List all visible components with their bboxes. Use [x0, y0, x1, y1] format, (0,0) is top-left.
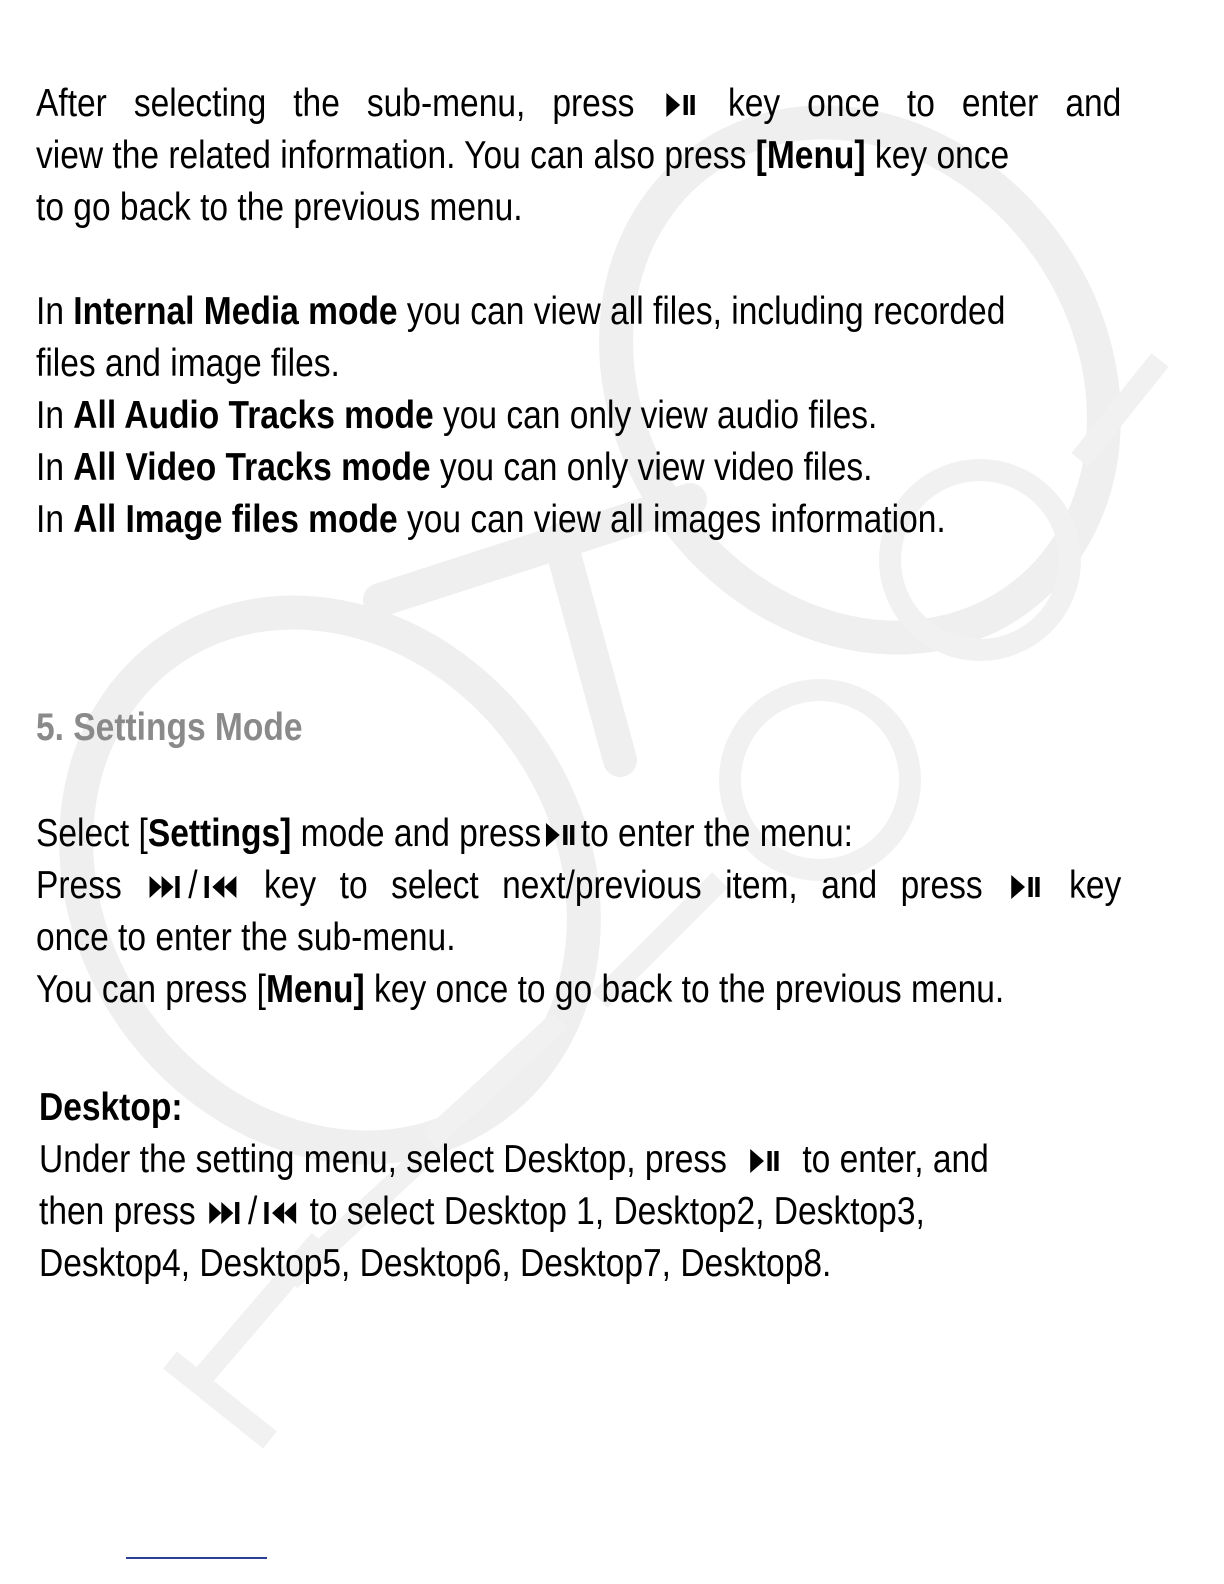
next-track-icon	[149, 874, 185, 900]
previous-track-icon	[261, 1200, 297, 1226]
intro-line-2: view the related information. You can also press [Menu] key once	[36, 134, 1010, 177]
menu-key-label: [Menu]	[755, 134, 866, 177]
next-track-icon	[208, 1200, 244, 1226]
desktop-line-1: Under the setting menu, select Desktop, press to enter, and	[39, 1138, 989, 1181]
image-files-line: In All Image files mode you can view all images information.	[36, 498, 946, 541]
audio-tracks-line: In All Audio Tracks mode you can only view audio files.	[36, 394, 878, 437]
settings-line-3: once to enter the sub-menu.	[36, 916, 456, 959]
settings-mode-heading: 5. Settings Mode	[36, 706, 303, 749]
desktop-title: Desktop:	[39, 1086, 183, 1129]
previous-track-icon	[201, 874, 237, 900]
settings-line-1: Select [Settings] mode and press to enter the menu:	[36, 812, 853, 855]
play-pause-icon	[1010, 874, 1043, 900]
settings-line-2: Press / key to select next/previous item, and press key	[36, 864, 1122, 907]
modes-paragraph	[36, 286, 1121, 546]
link-underline	[126, 1557, 267, 1559]
play-pause-icon	[665, 92, 698, 118]
intro-paragraph	[36, 78, 1121, 234]
desktop-line-3: Desktop4, Desktop5, Desktop6, Desktop7, Desktop8.	[39, 1242, 832, 1285]
intro-line-3: to go back to the previous menu.	[36, 186, 523, 229]
desktop-line-2: then press / to select Desktop 1, Desktop2, Desktop3,	[39, 1190, 925, 1233]
play-pause-icon	[748, 1148, 781, 1174]
desktop-section	[39, 1082, 989, 1290]
play-pause-icon	[545, 822, 578, 848]
video-tracks-line: In All Video Tracks mode you can only view video files.	[36, 446, 873, 489]
intro-line-1: After selecting the sub-menu, press key once to enter and	[36, 82, 1122, 125]
internal-media-line-2: files and image files.	[36, 342, 340, 385]
settings-line-4: You can press [Menu] key once to go back to the previous menu.	[36, 968, 1005, 1011]
settings-paragraph	[36, 808, 1121, 1016]
internal-media-line: In Internal Media mode you can view all files, including recorded	[36, 290, 1006, 333]
